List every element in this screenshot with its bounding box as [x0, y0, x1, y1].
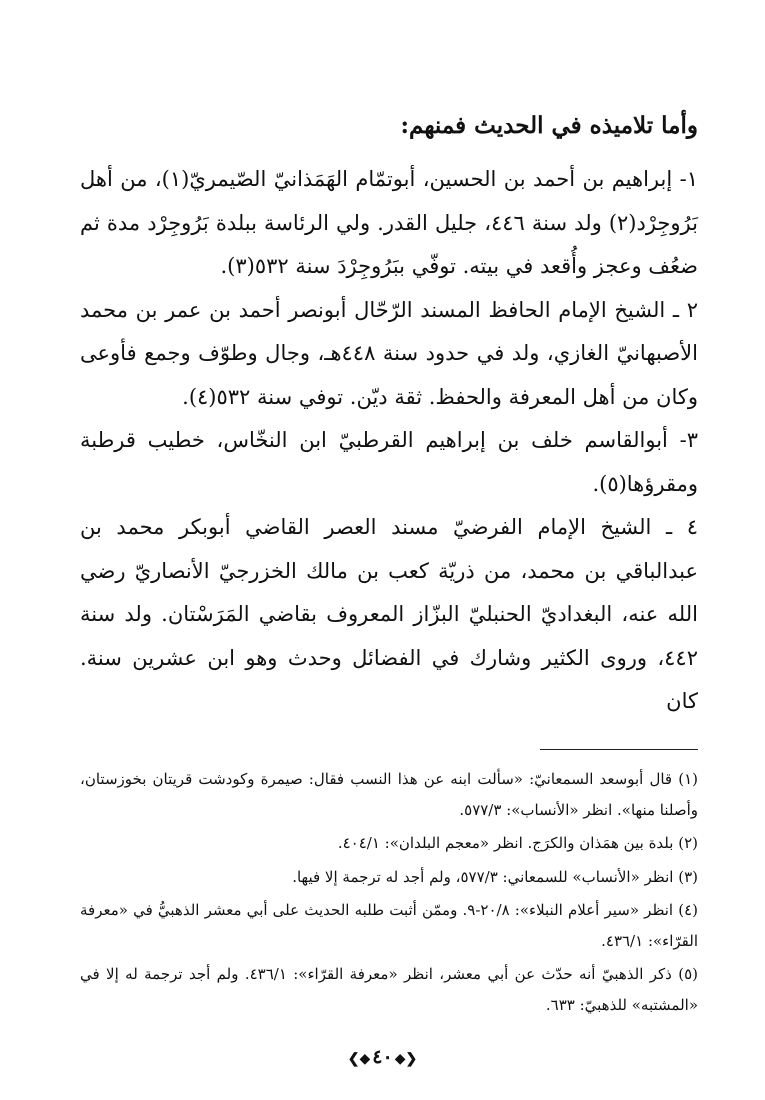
paragraph-1: ١- إبراهيم بن أحمد بن الحسين، أبوتمّام الهَمَذانيّ الصّيمريّ(١)، من أهل بَرُوجِرْد(٢) ولد سنة ٤٤٦، جليل القدر. ولي الرئاسة ببلدة بَرُوجِرْد مدة ثم ضعُف وعجز وأُقعد في بيته. توفّي ببَرُوجِرْدَ سنة ٥٣٢(٣). [80, 167, 698, 278]
ornament-left-icon: ◆❯ [347, 1051, 371, 1067]
paragraph-4: ٤ ـ الشيخ الإمام الفرضيّ مسند العصر القاضي أبوبكر محمد بن عبدالباقي بن محمد، من ذريّة كعب بن مالك الخزرجيّ الأنصاريّ رضي الله عنه، البغداديّ الحنبليّ البزّاز المعروف بقاضي المَرَسْتان. ولد سنة ٤٤٢، وروى الكثير وشارك في الفضائل وحدث وهو ابن عشرين سنة. كان [80, 515, 698, 713]
paragraph-3: ٣- أبوالقاسم خلف بن إبراهيم القرطبيّ ابن النخّاس، خطيب قرطبة ومقرؤها(٥). [80, 428, 698, 496]
section-heading: وأما تلاميذه في الحديث فمنهم: [400, 112, 698, 139]
main-text [80, 104, 698, 724]
footnote-5: (٥) ذكر الذهبيّ أنه حدّث عن أبي معشر، انظر «معرفة القرّاء»: ٤٣٦/١. ولم أجد ترجمة له إلا في «المشتبه» للذهبيّ: ٦٣٣. [80, 965, 698, 1014]
page-number-value: ٤٠ [372, 1046, 393, 1068]
paragraph-2: ٢ ـ الشيخ الإمام الحافظ المسند الرّحّال أبونصر أحمد بن عمر بن محمد الأصبهانيّ الغازي، ولد في حدود سنة ٤٤٨هـ، وجال وطوّف وجمع فأوعى وكان من أهل المعرفة والحفظ. ثقة ديّن. توفي سنة ٥٣٢(٤). [80, 297, 698, 409]
footnote-3: (٣) انظر «الأنساب» للسمعاني: ٥٧٧/٣، ولم أجد له ترجمة إلا فيها. [292, 867, 698, 886]
footnote-1: (١) قال أبوسعد السمعانيّ: «سألت ابنه عن هذا النسب فقال: صيمرة وكودشت قريتان بخوزستان، وأصلنا منها». انظر «الأنساب»: ٥٧٧/٣. [80, 770, 698, 819]
ornament-right-icon: ❮◆ [394, 1051, 418, 1067]
page-number [0, 1046, 765, 1068]
footnote-2: (٢) بلدة بين همَذان والكرَج. انظر «معجم البلدان»: ٤٠٤/١. [337, 834, 698, 852]
footnotes [80, 764, 698, 1023]
footnote-4: (٤) انظر «سير أعلام النبلاء»: ٢٠/٨-٩. وممّن أثبت طلبه الحديث على أبي معشر الذهبيُّ في «معرفة القرّاء»: ٤٣٦/١. [80, 901, 699, 950]
footnote-divider [540, 749, 698, 750]
